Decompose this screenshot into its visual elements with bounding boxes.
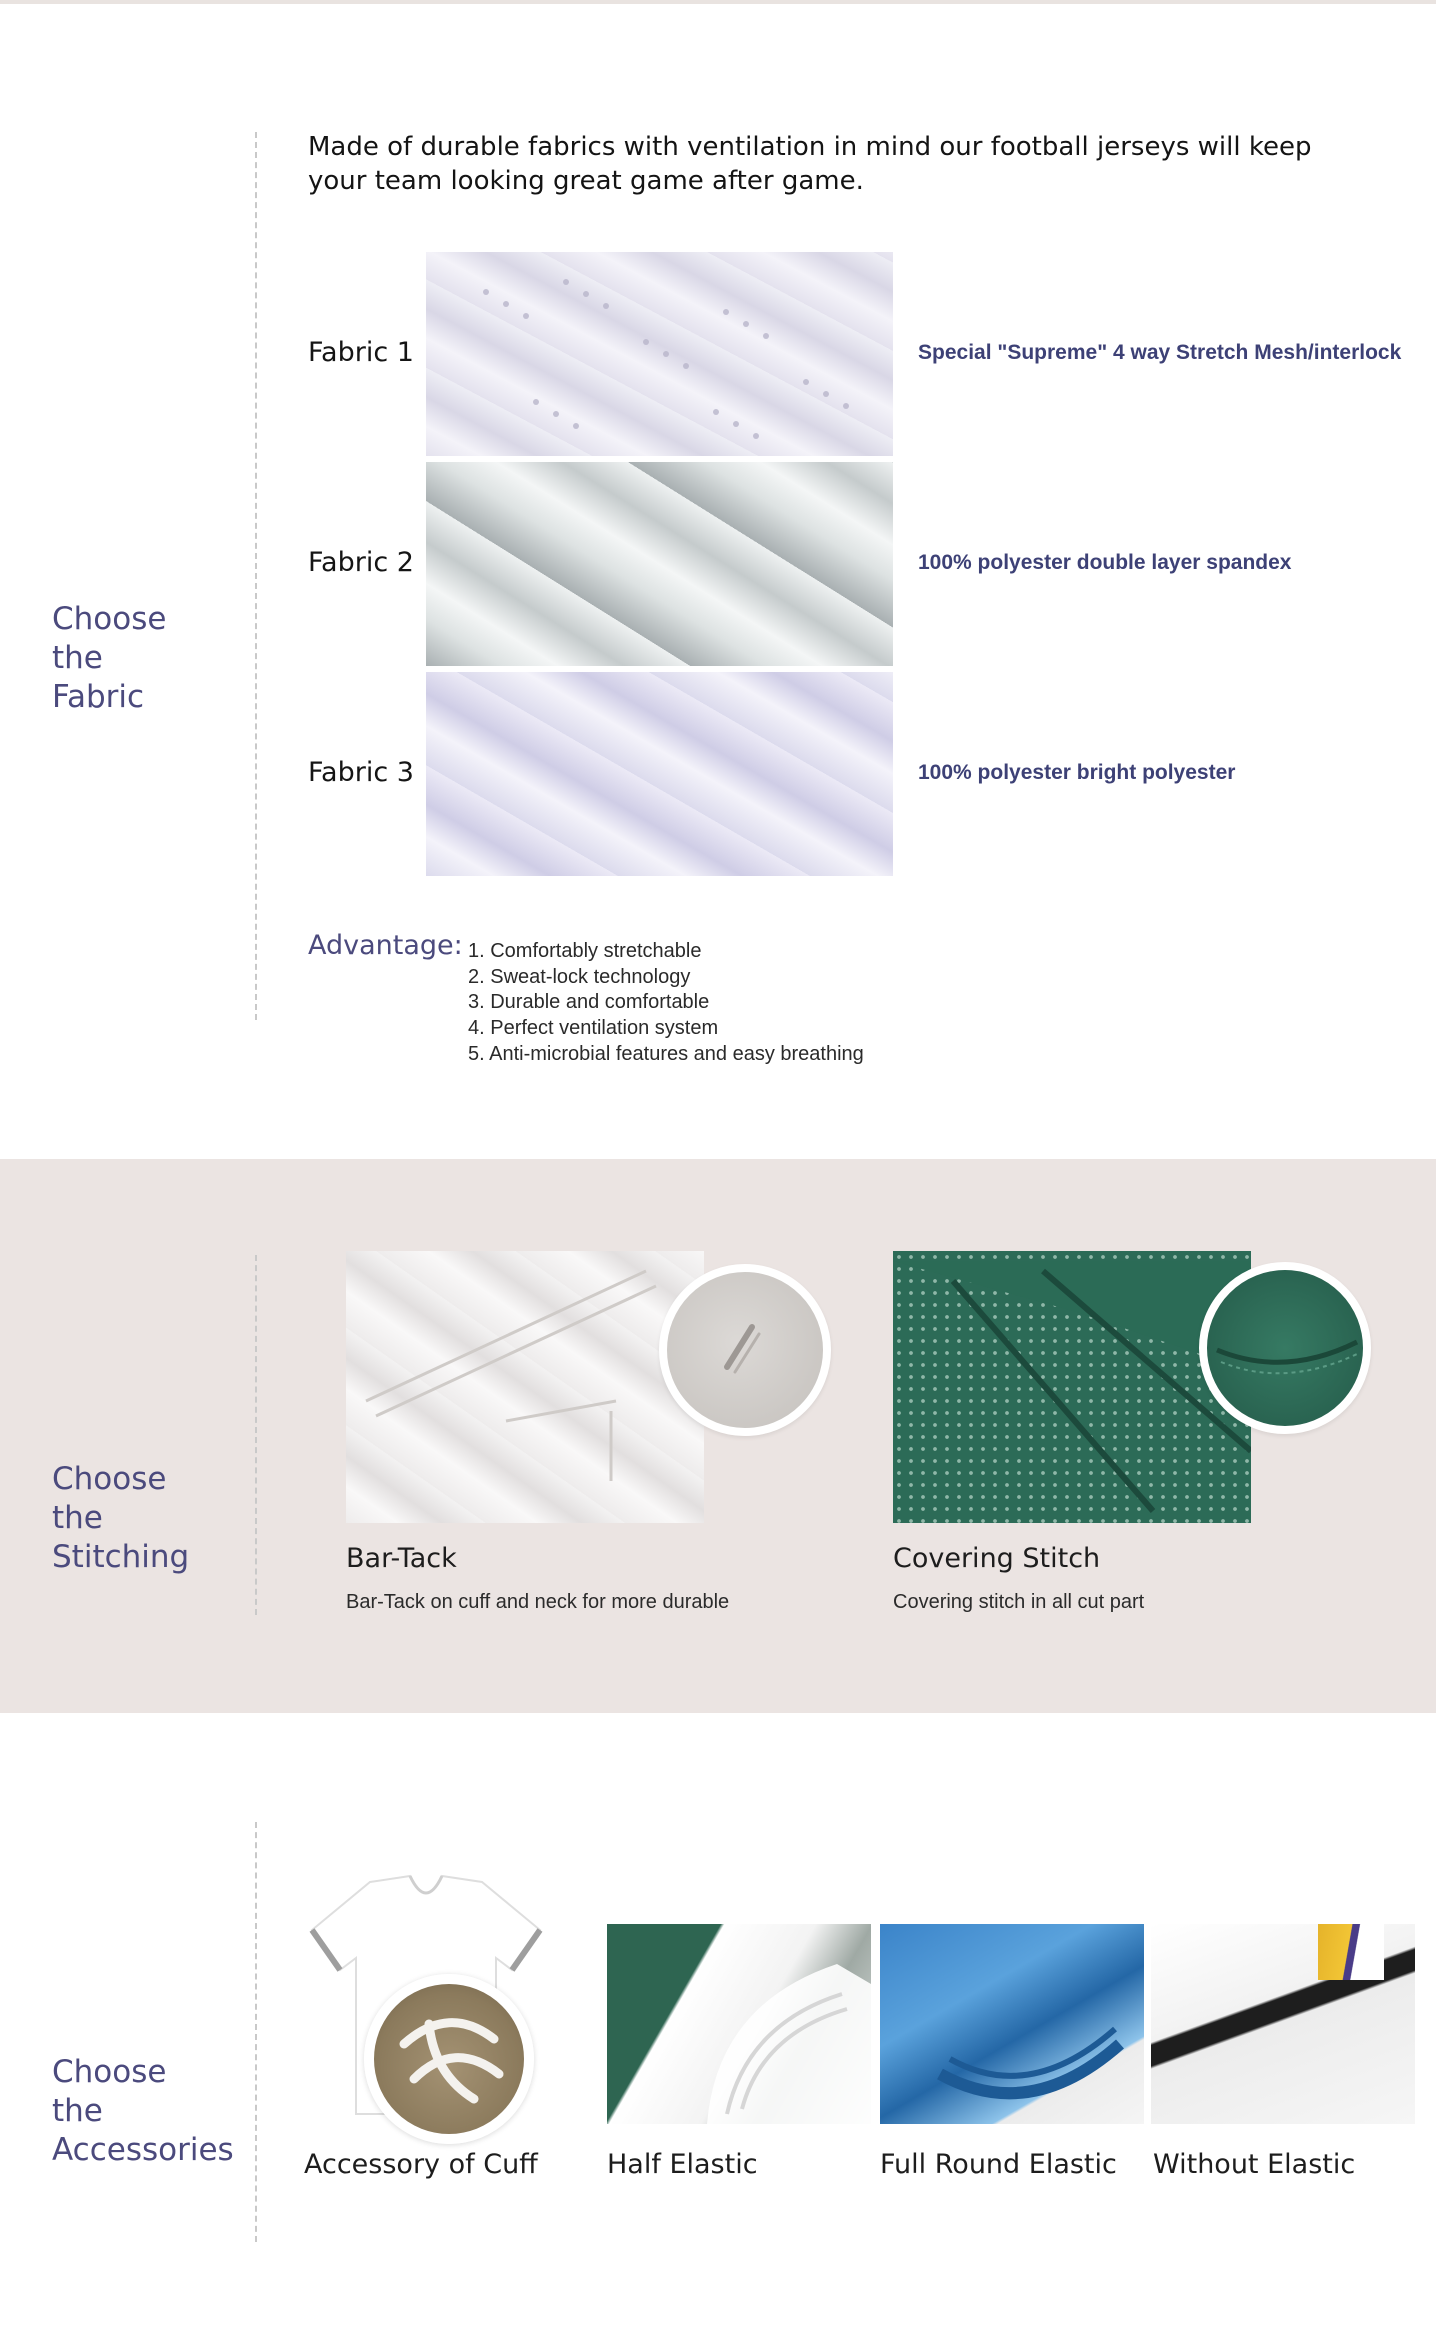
bar-tack-zoom-detail xyxy=(667,1272,823,1428)
accessories-section-title: Choose the Accessories xyxy=(52,2054,234,2168)
mesh-holes-pattern xyxy=(426,252,893,456)
top-divider xyxy=(0,0,1436,4)
full-round-elastic-cuff xyxy=(880,1924,1144,2124)
advantage-item: 5. Anti-microbial features and easy breathing xyxy=(468,1042,864,1065)
covering-stitch-photo xyxy=(893,1251,1251,1523)
bar-tack-description: Bar-Tack on cuff and neck for more durable xyxy=(346,1591,730,1613)
advantage-label: Advantage: xyxy=(308,930,463,961)
covering-stitch-zoom-circle xyxy=(1199,1262,1371,1434)
covering-stitch-seams xyxy=(893,1251,1251,1523)
fabric-1-swatch xyxy=(426,252,893,456)
fabric-1-description: Special "Supreme" 4 way Stretch Mesh/interlock xyxy=(918,341,1402,364)
cuff-accessory-circle xyxy=(364,1974,534,2144)
half-elastic-cuff xyxy=(607,1924,871,2124)
fabric-3-label: Fabric 3 xyxy=(308,757,414,788)
bar-tack-zoom-circle xyxy=(659,1264,831,1436)
half-elastic-photo xyxy=(607,1924,871,2124)
bar-tack-stitch-lines xyxy=(346,1251,704,1523)
elastic-band-icon xyxy=(374,1984,524,2134)
fabric-2-label: Fabric 2 xyxy=(308,547,414,578)
advantage-item: 4. Perfect ventilation system xyxy=(468,1017,719,1040)
advantage-item: 3. Durable and comfortable xyxy=(468,991,710,1014)
fabric-2-description: 100% polyester double layer spandex xyxy=(918,551,1292,574)
fabric-2-swatch xyxy=(426,462,893,666)
full-round-elastic-photo xyxy=(880,1924,1144,2124)
advantage-list xyxy=(468,939,864,1068)
fabric-3-description: 100% polyester bright polyester xyxy=(918,761,1236,784)
section-divider-line xyxy=(255,1255,257,1615)
bar-tack-photo xyxy=(346,1251,704,1523)
covering-stitch-title: Covering Stitch xyxy=(893,1543,1101,1574)
fabric-1-label: Fabric 1 xyxy=(308,337,414,368)
intro-line: Made of durable fabrics with ventilation in mind our football jerseys will keep xyxy=(308,132,1312,162)
full-round-elastic-label: Full Round Elastic xyxy=(880,2149,1117,2180)
accessory-of-cuff-label: Accessory of Cuff xyxy=(304,2149,538,2180)
section-divider-line xyxy=(255,1822,257,2242)
without-elastic-stripe-accent xyxy=(1318,1924,1384,1980)
bar-tack-title: Bar-Tack xyxy=(346,1543,457,1574)
half-elastic-label: Half Elastic xyxy=(607,2149,758,2180)
stitching-section-title: Choose the Stitching xyxy=(52,1461,190,1575)
intro-line: your team looking great game after game. xyxy=(308,166,864,196)
without-elastic-label: Without Elastic xyxy=(1153,2149,1356,2180)
advantage-item: 2. Sweat-lock technology xyxy=(468,965,691,988)
covering-stitch-description: Covering stitch in all cut part xyxy=(893,1591,1145,1613)
fabric-3-swatch xyxy=(426,672,893,876)
section-divider-line xyxy=(255,132,257,1020)
covering-stitch-zoom-detail xyxy=(1207,1270,1363,1426)
intro-text xyxy=(308,130,1348,198)
fabric-section-title: Choose the Fabric xyxy=(52,601,167,715)
advantage-item: 1. Comfortably stretchable xyxy=(468,940,702,962)
